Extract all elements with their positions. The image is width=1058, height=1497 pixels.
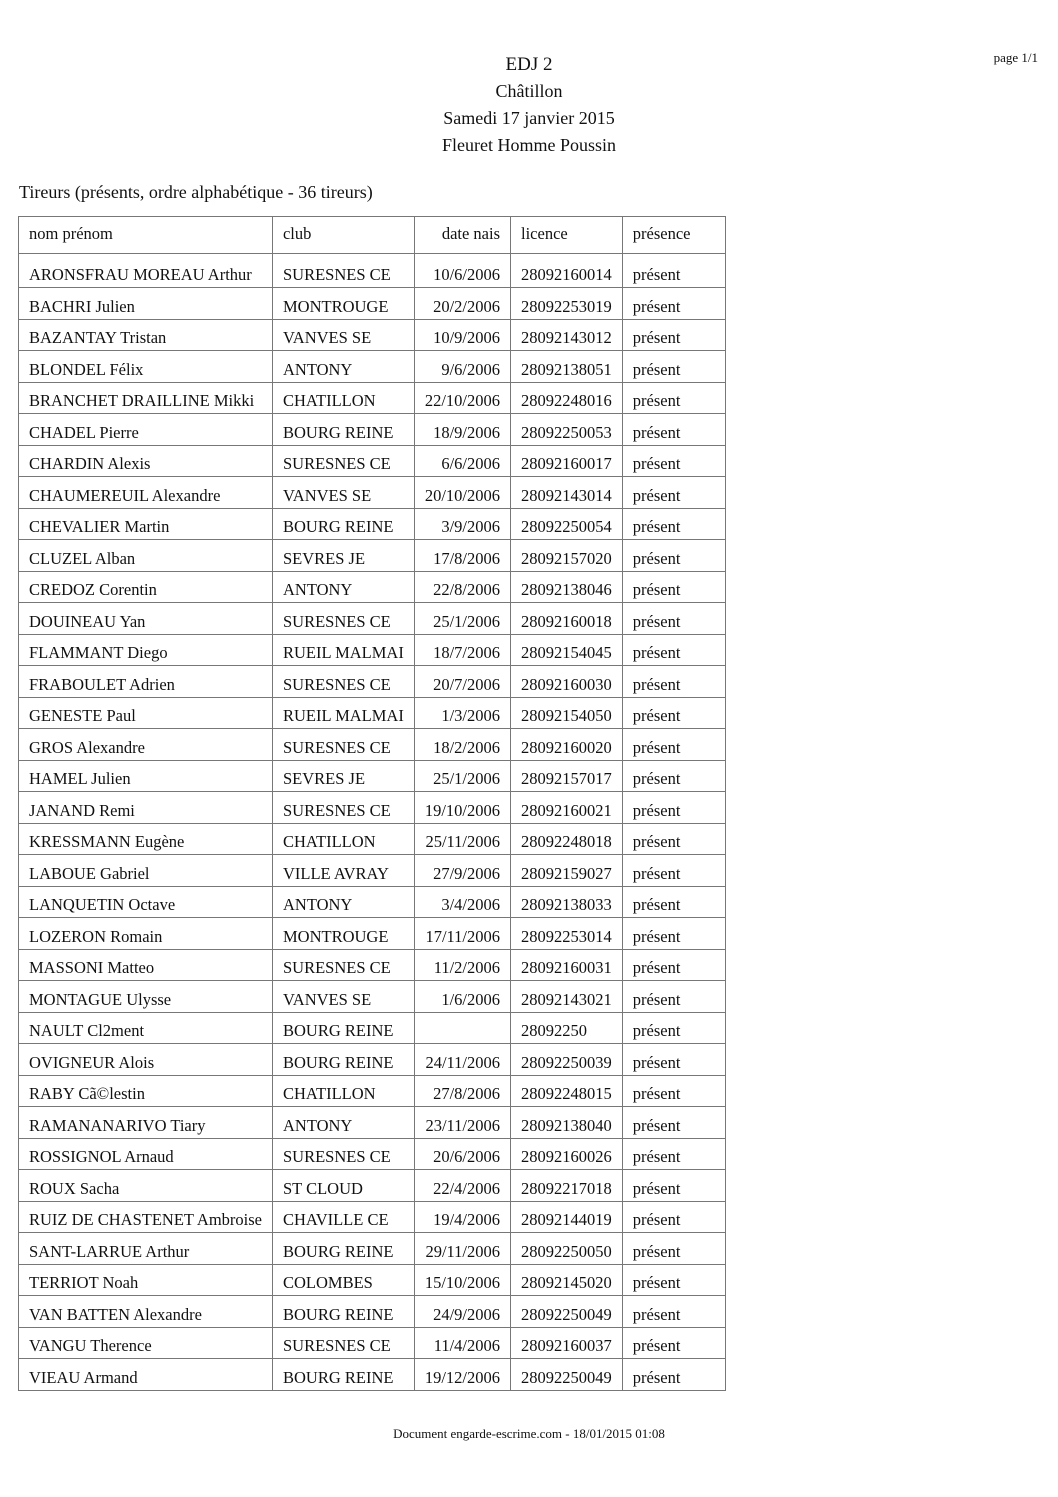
cell-name: CHAUMEREUIL Alexandre: [19, 477, 273, 509]
table-body: [19, 254, 726, 1391]
cell-birthdate: 3/4/2006: [414, 886, 510, 918]
event-date: Samedi 17 janvier 2015: [443, 108, 615, 128]
cell-club: CHATILLON: [272, 823, 414, 855]
cell-presence: présent: [622, 760, 725, 792]
cell-licence: 28092143021: [511, 981, 623, 1013]
cell-birthdate: 27/8/2006: [414, 1075, 510, 1107]
cell-licence: 28092144019: [511, 1201, 623, 1233]
cell-licence: 28092217018: [511, 1170, 623, 1202]
cell-licence: 28092138046: [511, 571, 623, 603]
cell-licence: 28092160014: [511, 254, 623, 288]
document-header: [0, 51, 1058, 159]
cell-club: CHATILLON: [272, 382, 414, 414]
cell-club: BOURG REINE: [272, 1296, 414, 1328]
cell-licence: 28092248018: [511, 823, 623, 855]
table-row: [19, 918, 726, 950]
column-header-birthdate: date nais: [414, 217, 510, 254]
table-row: [19, 1075, 726, 1107]
table-row: [19, 634, 726, 666]
page-number: page 1/1: [993, 50, 1038, 65]
cell-licence: 28092157020: [511, 540, 623, 572]
cell-birthdate: 9/6/2006: [414, 351, 510, 383]
cell-presence: présent: [622, 981, 725, 1013]
cell-name: GROS Alexandre: [19, 729, 273, 761]
cell-name: CHADEL Pierre: [19, 414, 273, 446]
table-row: [19, 254, 726, 288]
cell-licence: 28092154050: [511, 697, 623, 729]
table-row: [19, 792, 726, 824]
cell-name: DOUINEAU Yan: [19, 603, 273, 635]
cell-name: MASSONI Matteo: [19, 949, 273, 981]
event-category: Fleuret Homme Poussin: [442, 135, 616, 155]
cell-presence: présent: [622, 666, 725, 698]
cell-presence: présent: [622, 1264, 725, 1296]
cell-club: BOURG REINE: [272, 414, 414, 446]
cell-licence: 28092157017: [511, 760, 623, 792]
cell-name: RUIZ DE CHASTENET Ambroise: [19, 1201, 273, 1233]
cell-club: MONTROUGE: [272, 918, 414, 950]
cell-name: BACHRI Julien: [19, 288, 273, 320]
cell-birthdate: 24/11/2006: [414, 1044, 510, 1076]
cell-presence: présent: [622, 1296, 725, 1328]
cell-presence: présent: [622, 254, 725, 288]
column-header-name: nom prénom: [19, 217, 273, 254]
table-row: [19, 886, 726, 918]
cell-presence: présent: [622, 414, 725, 446]
cell-birthdate: 18/2/2006: [414, 729, 510, 761]
cell-birthdate: 6/6/2006: [414, 445, 510, 477]
cell-club: SURESNES CE: [272, 445, 414, 477]
cell-licence: 28092159027: [511, 855, 623, 887]
cell-birthdate: 19/12/2006: [414, 1359, 510, 1391]
cell-birthdate: 22/4/2006: [414, 1170, 510, 1202]
cell-licence: 28092160018: [511, 603, 623, 635]
cell-presence: présent: [622, 351, 725, 383]
cell-birthdate: 19/10/2006: [414, 792, 510, 824]
cell-presence: présent: [622, 477, 725, 509]
cell-name: BRANCHET DRAILLINE Mikki: [19, 382, 273, 414]
cell-presence: présent: [622, 729, 725, 761]
cell-club: SEVRES JE: [272, 760, 414, 792]
cell-name: OVIGNEUR Alois: [19, 1044, 273, 1076]
cell-club: ANTONY: [272, 1107, 414, 1139]
event-title: EDJ 2: [505, 54, 553, 75]
cell-birthdate: 11/4/2006: [414, 1327, 510, 1359]
cell-club: SURESNES CE: [272, 1327, 414, 1359]
cell-birthdate: 1/6/2006: [414, 981, 510, 1013]
cell-birthdate: 27/9/2006: [414, 855, 510, 887]
cell-name: VIEAU Armand: [19, 1359, 273, 1391]
cell-birthdate: 25/1/2006: [414, 603, 510, 635]
cell-club: BOURG REINE: [272, 1012, 414, 1044]
cell-name: HAMEL Julien: [19, 760, 273, 792]
cell-licence: 28092250053: [511, 414, 623, 446]
cell-name: CLUZEL Alban: [19, 540, 273, 572]
table-row: [19, 382, 726, 414]
cell-club: VANVES SE: [272, 477, 414, 509]
cell-birthdate: 29/11/2006: [414, 1233, 510, 1265]
cell-birthdate: 23/11/2006: [414, 1107, 510, 1139]
cell-club: BOURG REINE: [272, 508, 414, 540]
document-footer: Document engarde-escrime.com - 18/01/2015 01:08: [393, 1426, 665, 1441]
table-row: [19, 666, 726, 698]
cell-birthdate: 24/9/2006: [414, 1296, 510, 1328]
cell-name: LOZERON Romain: [19, 918, 273, 950]
table-row: [19, 414, 726, 446]
cell-birthdate: 18/7/2006: [414, 634, 510, 666]
cell-licence: 28092154045: [511, 634, 623, 666]
cell-licence: 28092138033: [511, 886, 623, 918]
table-row: [19, 729, 726, 761]
cell-club: RUEIL MALMAI: [272, 697, 414, 729]
fencers-table: [18, 216, 726, 1391]
cell-name: JANAND Remi: [19, 792, 273, 824]
cell-club: COLOMBES: [272, 1264, 414, 1296]
table-row: [19, 288, 726, 320]
cell-licence: 28092253014: [511, 918, 623, 950]
table-row: [19, 1170, 726, 1202]
cell-licence: 28092145020: [511, 1264, 623, 1296]
cell-licence: 28092160030: [511, 666, 623, 698]
cell-club: BOURG REINE: [272, 1044, 414, 1076]
table-row: [19, 540, 726, 572]
cell-name: RABY Cã©lestin: [19, 1075, 273, 1107]
column-header-licence: licence: [511, 217, 623, 254]
table-row: [19, 760, 726, 792]
cell-birthdate: 1/3/2006: [414, 697, 510, 729]
cell-birthdate: 20/6/2006: [414, 1138, 510, 1170]
cell-presence: présent: [622, 540, 725, 572]
table-row: [19, 508, 726, 540]
cell-birthdate: 25/11/2006: [414, 823, 510, 855]
table-row: [19, 477, 726, 509]
cell-name: SANT-LARRUE Arthur: [19, 1233, 273, 1265]
table-row: [19, 949, 726, 981]
table-header-row: [19, 217, 726, 254]
cell-presence: présent: [622, 792, 725, 824]
cell-presence: présent: [622, 508, 725, 540]
cell-birthdate: 3/9/2006: [414, 508, 510, 540]
table-row: [19, 855, 726, 887]
cell-name: ROSSIGNOL Arnaud: [19, 1138, 273, 1170]
cell-presence: présent: [622, 1359, 725, 1391]
table-row: [19, 445, 726, 477]
cell-birthdate: 10/9/2006: [414, 319, 510, 351]
cell-name: ARONSFRAU MOREAU Arthur: [19, 254, 273, 288]
table-row: [19, 1264, 726, 1296]
cell-presence: présent: [622, 1107, 725, 1139]
cell-birthdate: 20/10/2006: [414, 477, 510, 509]
cell-presence: présent: [622, 855, 725, 887]
cell-presence: présent: [622, 918, 725, 950]
table-row: [19, 1012, 726, 1044]
table-row: [19, 319, 726, 351]
cell-club: CHAVILLE CE: [272, 1201, 414, 1233]
table-row: [19, 1138, 726, 1170]
cell-club: SURESNES CE: [272, 729, 414, 761]
cell-club: SURESNES CE: [272, 949, 414, 981]
cell-name: VAN BATTEN Alexandre: [19, 1296, 273, 1328]
cell-birthdate: [414, 1012, 510, 1044]
cell-name: CHEVALIER Martin: [19, 508, 273, 540]
cell-club: BOURG REINE: [272, 1233, 414, 1265]
cell-birthdate: 11/2/2006: [414, 949, 510, 981]
table-row: [19, 697, 726, 729]
cell-presence: présent: [622, 1075, 725, 1107]
cell-presence: présent: [622, 886, 725, 918]
cell-name: FRABOULET Adrien: [19, 666, 273, 698]
cell-presence: présent: [622, 1327, 725, 1359]
cell-licence: 28092253019: [511, 288, 623, 320]
cell-licence: 28092250: [511, 1012, 623, 1044]
cell-club: ST CLOUD: [272, 1170, 414, 1202]
cell-club: VANVES SE: [272, 319, 414, 351]
table-row: [19, 603, 726, 635]
cell-licence: 28092138051: [511, 351, 623, 383]
cell-name: LABOUE Gabriel: [19, 855, 273, 887]
table-row: [19, 1359, 726, 1391]
cell-birthdate: 25/1/2006: [414, 760, 510, 792]
cell-presence: présent: [622, 1044, 725, 1076]
cell-licence: 28092250050: [511, 1233, 623, 1265]
cell-birthdate: 15/10/2006: [414, 1264, 510, 1296]
cell-name: MONTAGUE Ulysse: [19, 981, 273, 1013]
cell-name: CREDOZ Corentin: [19, 571, 273, 603]
section-subtitle: Tireurs (présents, ordre alphabétique - 36 tireurs): [19, 182, 373, 202]
cell-club: ANTONY: [272, 351, 414, 383]
table-row: [19, 1107, 726, 1139]
table-row: [19, 571, 726, 603]
cell-name: FLAMMANT Diego: [19, 634, 273, 666]
table-row: [19, 1044, 726, 1076]
cell-birthdate: 20/2/2006: [414, 288, 510, 320]
cell-presence: présent: [622, 288, 725, 320]
cell-club: SURESNES CE: [272, 792, 414, 824]
cell-name: VANGU Therence: [19, 1327, 273, 1359]
cell-licence: 28092248015: [511, 1075, 623, 1107]
cell-licence: 28092160026: [511, 1138, 623, 1170]
cell-club: VANVES SE: [272, 981, 414, 1013]
cell-name: NAULT Cl2ment: [19, 1012, 273, 1044]
table-row: [19, 823, 726, 855]
table-row: [19, 1233, 726, 1265]
cell-club: VILLE AVRAY: [272, 855, 414, 887]
cell-presence: présent: [622, 1138, 725, 1170]
table-row: [19, 1201, 726, 1233]
cell-licence: 28092160021: [511, 792, 623, 824]
table-row: [19, 981, 726, 1013]
cell-club: BOURG REINE: [272, 1359, 414, 1391]
table-row: [19, 351, 726, 383]
column-header-presence: présence: [622, 217, 725, 254]
cell-presence: présent: [622, 1201, 725, 1233]
cell-presence: présent: [622, 949, 725, 981]
cell-name: CHARDIN Alexis: [19, 445, 273, 477]
cell-licence: 28092143012: [511, 319, 623, 351]
cell-birthdate: 17/8/2006: [414, 540, 510, 572]
cell-club: SURESNES CE: [272, 1138, 414, 1170]
cell-name: TERRIOT Noah: [19, 1264, 273, 1296]
cell-presence: présent: [622, 1233, 725, 1265]
cell-presence: présent: [622, 697, 725, 729]
cell-presence: présent: [622, 603, 725, 635]
cell-club: ANTONY: [272, 886, 414, 918]
cell-licence: 28092160037: [511, 1327, 623, 1359]
cell-licence: 28092250049: [511, 1296, 623, 1328]
cell-presence: présent: [622, 634, 725, 666]
cell-licence: 28092250049: [511, 1359, 623, 1391]
cell-birthdate: 18/9/2006: [414, 414, 510, 446]
cell-licence: 28092248016: [511, 382, 623, 414]
cell-birthdate: 19/4/2006: [414, 1201, 510, 1233]
cell-licence: 28092160020: [511, 729, 623, 761]
cell-birthdate: 22/10/2006: [414, 382, 510, 414]
cell-club: SEVRES JE: [272, 540, 414, 572]
cell-presence: présent: [622, 382, 725, 414]
cell-presence: présent: [622, 1170, 725, 1202]
cell-licence: 28092250054: [511, 508, 623, 540]
cell-club: SURESNES CE: [272, 666, 414, 698]
cell-club: MONTROUGE: [272, 288, 414, 320]
cell-club: SURESNES CE: [272, 603, 414, 635]
column-header-club: club: [272, 217, 414, 254]
cell-presence: présent: [622, 1012, 725, 1044]
cell-club: RUEIL MALMAI: [272, 634, 414, 666]
cell-name: GENESTE Paul: [19, 697, 273, 729]
cell-birthdate: 22/8/2006: [414, 571, 510, 603]
cell-licence: 28092143014: [511, 477, 623, 509]
table-row: [19, 1327, 726, 1359]
cell-name: KRESSMANN Eugène: [19, 823, 273, 855]
event-location: Châtillon: [495, 81, 563, 101]
cell-birthdate: 10/6/2006: [414, 254, 510, 288]
cell-presence: présent: [622, 445, 725, 477]
cell-birthdate: 20/7/2006: [414, 666, 510, 698]
cell-presence: présent: [622, 571, 725, 603]
cell-licence: 28092160031: [511, 949, 623, 981]
cell-birthdate: 17/11/2006: [414, 918, 510, 950]
cell-licence: 28092138040: [511, 1107, 623, 1139]
cell-club: ANTONY: [272, 571, 414, 603]
cell-name: LANQUETIN Octave: [19, 886, 273, 918]
cell-presence: présent: [622, 319, 725, 351]
cell-name: BAZANTAY Tristan: [19, 319, 273, 351]
cell-licence: 28092160017: [511, 445, 623, 477]
cell-club: CHATILLON: [272, 1075, 414, 1107]
cell-club: SURESNES CE: [272, 254, 414, 288]
cell-name: BLONDEL Félix: [19, 351, 273, 383]
table-row: [19, 1296, 726, 1328]
cell-name: RAMANANARIVO Tiary: [19, 1107, 273, 1139]
cell-licence: 28092250039: [511, 1044, 623, 1076]
cell-presence: présent: [622, 823, 725, 855]
cell-name: ROUX Sacha: [19, 1170, 273, 1202]
